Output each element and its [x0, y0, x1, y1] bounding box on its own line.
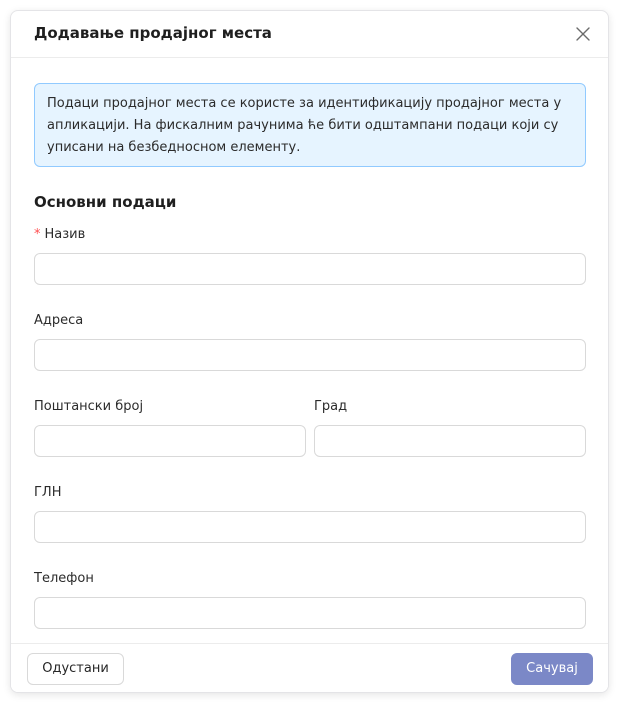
cancel-button[interactable]: Одустани — [27, 653, 124, 685]
address-input[interactable] — [34, 339, 586, 371]
name-input[interactable] — [34, 253, 586, 285]
dialog-header — [11, 11, 608, 58]
dialog-title: Додавање продајног места — [34, 24, 272, 42]
gln-input[interactable] — [34, 511, 586, 543]
postal-code-input[interactable] — [34, 425, 306, 457]
name-label — [34, 227, 85, 242]
info-alert-text: Подаци продајног места се користе за идентификацију продајног места у апликацији. На фискалним рачунима ће бити одштампани подаци који су уписани на безбедносном елементу. — [47, 96, 562, 155]
close-icon-graphic — [574, 25, 592, 43]
add-sales-location-dialog — [10, 10, 609, 693]
name-label-text: Назив — [44, 227, 86, 242]
dialog-footer — [11, 643, 608, 692]
required-mark: * — [34, 227, 41, 242]
city-input[interactable] — [314, 425, 586, 457]
postal-code-label: Поштански број — [34, 399, 144, 414]
info-alert — [34, 83, 586, 167]
phone-input[interactable] — [34, 597, 586, 629]
save-button[interactable]: Сачувај — [511, 653, 593, 685]
close-icon[interactable] — [574, 25, 592, 43]
phone-label: Телефон — [34, 571, 94, 586]
section-title-basic-data: Основни подаци — [34, 193, 177, 211]
gln-label: ГЛН — [34, 485, 62, 500]
city-label: Град — [314, 399, 348, 414]
address-label: Адреса — [34, 313, 84, 328]
